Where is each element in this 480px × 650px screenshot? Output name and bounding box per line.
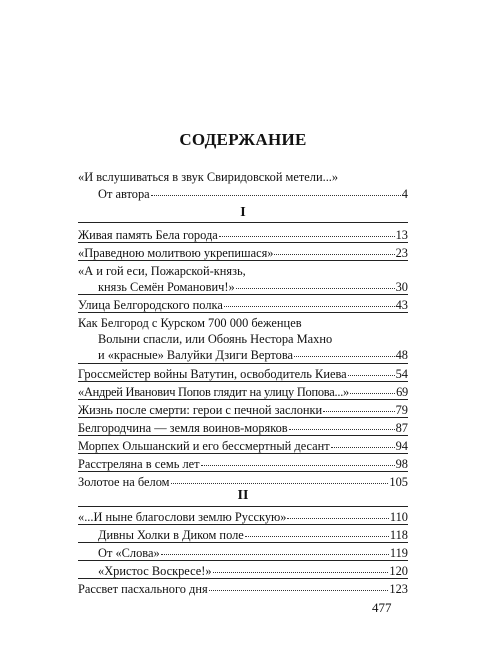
entry-divider — [78, 363, 408, 364]
entry-page: 123 — [389, 582, 408, 596]
entry-divider — [78, 453, 408, 454]
entry-page: 48 — [395, 348, 408, 362]
entry-title: Живая память Бела города — [78, 228, 218, 242]
entry-title: Рассвет пасхального дня — [78, 582, 208, 596]
entry-title-cont: князь Семён Романович!» — [98, 280, 235, 294]
leader-dots — [245, 526, 389, 537]
leader-dots — [289, 419, 395, 430]
author-label: От автора — [98, 187, 150, 201]
entry-divider — [78, 471, 408, 472]
entry-divider — [78, 242, 408, 243]
entry-page: 13 — [395, 228, 408, 242]
entry-page: 119 — [389, 546, 408, 560]
leader-dots — [294, 346, 395, 357]
entry-page: 69 — [396, 385, 408, 399]
entry-title: Морпех Ольшанский и его бессмертный десант — [78, 439, 330, 453]
toc-entry — [78, 315, 408, 363]
toc-entry — [78, 420, 408, 436]
entry-page: 23 — [395, 246, 408, 260]
toc-entry — [78, 263, 408, 295]
entry-page: 30 — [395, 280, 408, 294]
toc-entry — [78, 545, 408, 561]
entry-title: Дивны Холки в Диком поле — [98, 528, 244, 542]
toc-entry — [78, 456, 408, 472]
toc-entry — [78, 227, 408, 243]
entry-title: Как Белгород с Курском 700 000 беженцев — [78, 316, 302, 330]
entry-page: 79 — [395, 403, 408, 417]
author-page: 4 — [401, 187, 408, 201]
leader-dots — [201, 455, 395, 466]
leader-dots — [348, 365, 395, 376]
entry-title: «...И ныне благослови землю Русскую» — [78, 510, 287, 524]
toc-entry — [78, 245, 408, 261]
leader-dots — [274, 244, 394, 255]
entry-divider — [78, 524, 408, 525]
section-divider — [78, 222, 408, 223]
epigraph-text: «И вслушиваться в звук Свиридовской метели...» — [78, 170, 339, 184]
entry-divider — [78, 381, 408, 382]
toc-entry — [78, 563, 408, 579]
entry-title: Жизнь после смерти: герои с печной заслонки — [78, 403, 323, 417]
toc-entry — [78, 438, 408, 454]
entry-divider — [78, 260, 408, 261]
entry-title: «Христос Воскресе!» — [98, 564, 212, 578]
leader-dots — [219, 226, 395, 237]
entry-divider — [78, 560, 408, 561]
entry-divider — [78, 294, 408, 295]
toc-entry — [78, 581, 408, 597]
entry-title: «Праведною молитвою укрепишася» — [78, 246, 274, 260]
toc-entry — [78, 297, 408, 313]
entry-title: Золотое на белом — [78, 475, 170, 489]
page-title: СОДЕРЖАНИЕ — [179, 130, 307, 149]
entry-title: «Андрей Иванович Попов глядит на улицу Попова...» — [78, 385, 349, 399]
leader-dots — [171, 473, 389, 484]
entry-title: Гроссмейстер войны Ватутин, освободитель Киева — [78, 367, 347, 381]
entry-divider — [78, 578, 408, 579]
leader-dots — [287, 508, 388, 519]
entry-title: «А и гой еси, Пожарской-князь, — [78, 264, 246, 278]
toc-entry — [78, 384, 408, 400]
leader-dots — [323, 401, 394, 412]
entry-page: 87 — [395, 421, 408, 435]
entry-divider — [78, 312, 408, 313]
entry-title-cont: Волыни спасли, или Обоянь Нестора Махно — [98, 332, 333, 346]
leader-dots — [151, 185, 401, 196]
entry-divider — [78, 542, 408, 543]
leader-dots — [161, 544, 389, 555]
leader-dots — [350, 383, 395, 394]
toc-entry — [78, 527, 408, 543]
section-divider — [78, 506, 408, 507]
leader-dots — [224, 296, 395, 307]
entry-page: 110 — [389, 510, 408, 524]
leader-dots — [331, 437, 395, 448]
entry-divider — [78, 417, 408, 418]
page-number: 477 — [372, 600, 392, 615]
entry-page: 98 — [395, 457, 408, 471]
entry-page: 120 — [389, 564, 408, 578]
entry-title: Улица Белгородского полка — [78, 298, 223, 312]
toc-entry — [78, 366, 408, 382]
entry-page: 43 — [395, 298, 408, 312]
entry-page: 54 — [395, 367, 408, 381]
toc-entry — [78, 509, 408, 525]
section-heading-1: I — [240, 205, 246, 220]
toc-entry — [78, 402, 408, 418]
entry-divider — [78, 435, 408, 436]
entry-title: Белгородчина — земля воинов-моряков — [78, 421, 288, 435]
entry-page: 105 — [389, 475, 408, 489]
entry-title: Расстреляна в семь лет — [78, 457, 200, 471]
section-heading-2: II — [237, 488, 249, 503]
entry-title-cont: и «красные» Валуйки Дзиги Вертова — [98, 348, 294, 362]
entry-page: 94 — [395, 439, 408, 453]
leader-dots — [236, 278, 395, 289]
leader-dots — [209, 580, 389, 591]
entry-divider — [78, 399, 408, 400]
epigraph-entry — [78, 169, 408, 185]
entry-title: От «Слова» — [98, 546, 160, 560]
leader-dots — [213, 562, 389, 573]
author-entry — [78, 186, 408, 202]
entry-page: 118 — [389, 528, 408, 542]
